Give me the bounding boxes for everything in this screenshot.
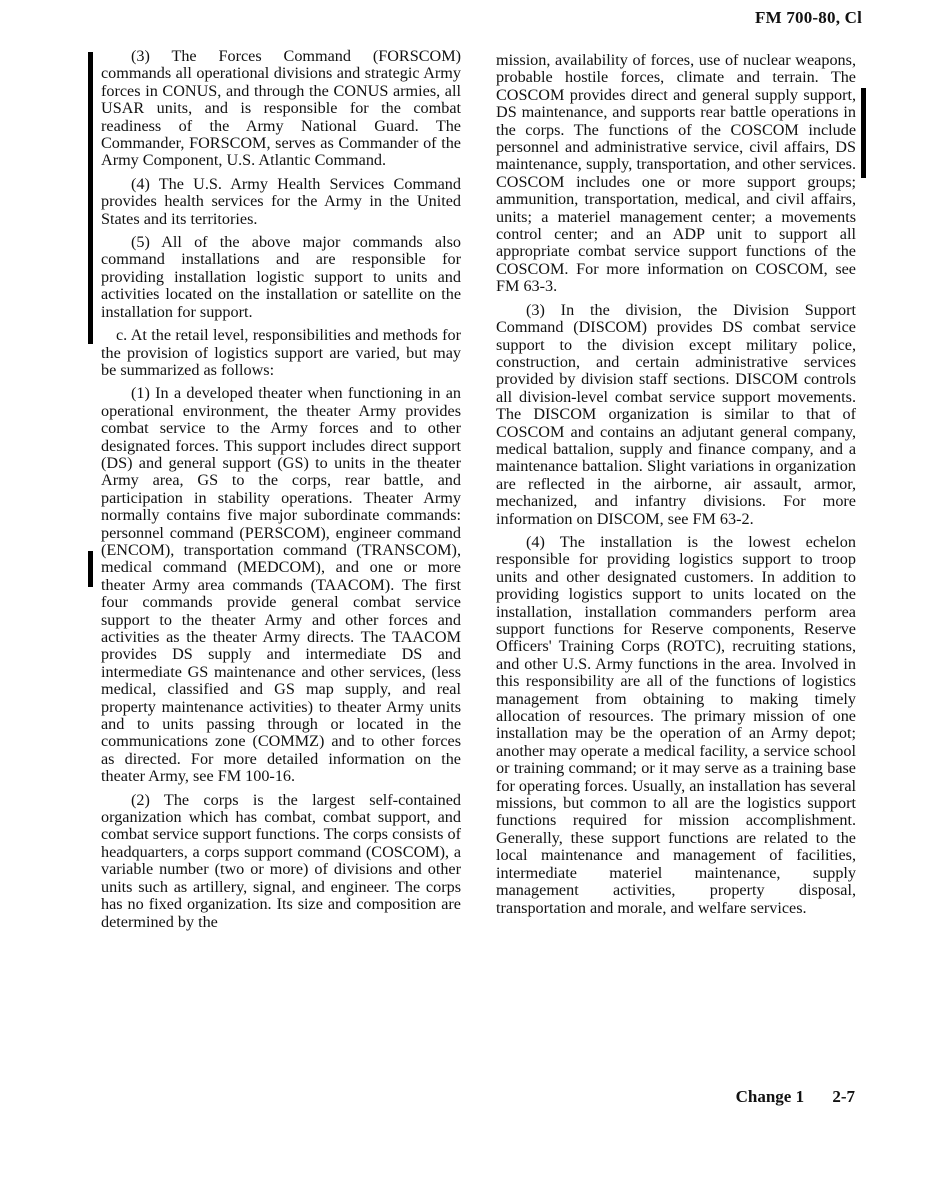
change-label: Change 1	[735, 1087, 805, 1106]
change-bar-right-top	[861, 88, 866, 178]
paragraph-theater-army: (1) In a developed theater when functioning in an operational environment, the theater Army provides combat service to the Army forces and to other designated forces. This support includes direct support (DS) and general support (GS) to units in the theater Army area, GS to the corps, rear battle, and participation in stability operations. Theater Army normally contains five major subordinate commands: personnel command (PERSCOM), engineer command (ENCOM), transportation command (TRANSCOM), medical command (MEDCOM), and one or more theater Army area commands (TAACOM). The first four commands provide general combat service support to the theater Army and other forces and activities as the theater Army directs. The TAACOM provides DS supply and intermediate DS and intermediate GS maintenance and other services, (less medical, classified and GS map supply, and real property maintenance activities) to theater Army units and to units passing through or located in the communications zone (COMMZ) and to other forces as directed. For more detailed information on the theater Army, see FM 100-16.	[101, 384, 461, 786]
paragraph-discom: (3) In the division, the Division Support Command (DISCOM) provides DS combat service support to the division except military police, construction, and certain administrative services provided by division staff sections. DISCOM controls all division-level combat service support movements. The DISCOM organization is similar to that of COSCOM and contains an adjutant general company, medical battalion, supply and finance company, and a maintenance battalion. Slight variations in organization are reflected in the airborne, air assault, armor, mechanized, and infantry divisions. For more information on DISCOM, see FM 63-2.	[496, 300, 856, 528]
document-id-header: FM 700-80, Cl	[755, 8, 862, 27]
change-bar-left-middle	[88, 551, 93, 587]
paragraph-coscom-continued: mission, availability of forces, use of nuclear weapons, probable hostile forces, climate and terrain. The COSCOM provides direct and general supply support, DS maintenance, and supports rear battle operations in the corps. The functions of the COSCOM include personnel and administrative service, civil affairs, DS maintenance, supply, transportation, and other services. COSCOM includes one or more support groups; ammunition, transportation, medical, and civil affairs, units; a materiel management center; a movements control center; and an ADP unit to support all appropriate combat service support functions of the COSCOM. For more information on COSCOM, see FM 63-3.	[496, 51, 856, 296]
page-number: 2-7	[832, 1087, 855, 1106]
page-footer	[712, 1087, 855, 1107]
paragraph-health-services: (4) The U.S. Army Health Services Command provides health services for the Army in the United States and its territories.	[101, 174, 461, 228]
paragraph-major-commands: (5) All of the above major commands also command installations and are responsible for providing installation logistic support to units and activities located on the installation or satellite on the installation for support.	[101, 233, 461, 321]
change-bar-left-top	[88, 52, 93, 344]
paragraph-forscom: (3) The Forces Command (FORSCOM) commands all operational divisions and strategic Army forces in CONUS, and through the CONUS armies, all USAR units, and is responsible for the combat readiness of the Army National Guard. The Commander, FORSCOM, serves as Commander of the Army Component, U.S. Atlantic Command.	[101, 47, 461, 170]
paragraph-installation: (4) The installation is the lowest echelon responsible for providing logistics support to troop units and other designated customers. In addition to providing logistics support to units located on the installation, installation commanders perform area support functions for Reserve components, Reserve Officers' Training Corps (ROTC), recruiting stations, and other U.S. Army functions in the area. Involved in this responsibility are all of the functions of logistics management from obtaining to making timely allocation of resources. The primary mission of one installation may be the operation of an Army depot; another may operate a medical facility, a service school or training command; or it may serve as a training base for operating forces. Usually, an installation has several missions, but common to all are the logistics support functions required for mission accomplishment. Generally, these support functions are related to the local maintenance and management of facilities, intermediate materiel maintenance, supply management activities, property disposal, transportation and morale, and welfare services.	[496, 532, 856, 917]
paragraph-corps: (2) The corps is the largest self-contained organization which has combat, combat support, and combat service support functions. The corps consists of headquarters, a corps support command (COSCOM), a variable number (two or more) of divisions and other units such as artillery, signal, and engineer. The corps has no fixed organization. Its size and composition are determined by the	[101, 790, 461, 931]
right-text-column	[496, 52, 856, 923]
left-text-column	[101, 48, 461, 937]
paragraph-retail-level: c. At the retail level, responsibilities and methods for the provision of logistics support are varied, but may be summarized as follows:	[101, 326, 461, 379]
